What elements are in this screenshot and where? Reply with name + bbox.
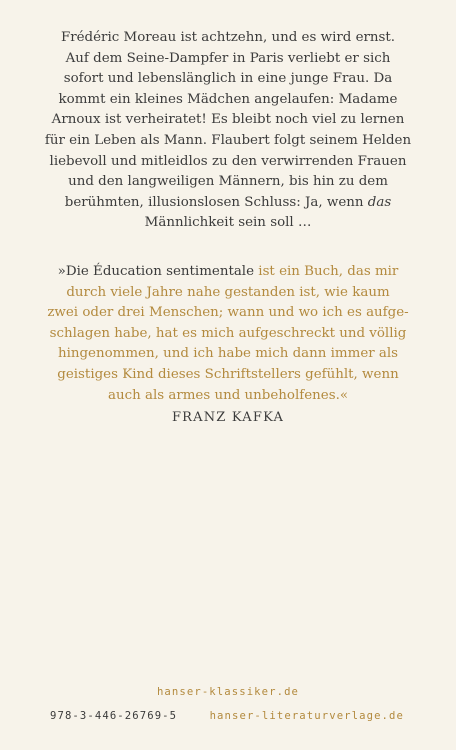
- quote-line: zwei oder drei Menschen; wann und wo ich es aufge-: [47, 305, 409, 321]
- blurb-line: Arnoux ist verheiratet! Es bleibt noch viel zu lernen: [51, 112, 405, 128]
- quote-line: hingenommen, und ich habe mich dann immer als: [57, 346, 399, 362]
- blurb-line: liebevoll und mitleidlos zu den verwirrenden Frauen: [49, 153, 407, 169]
- quote-line: geistiges Kind dieses Schriftstellers gefühlt, wenn: [57, 366, 399, 382]
- blurb-line: Frédéric Moreau ist achtzehn, und es wird ernst.: [60, 30, 396, 45]
- blurb-line: sofort und lebenslänglich in eine junge Frau. Da: [63, 71, 393, 87]
- quote-line: [0, 262, 456, 283]
- quote-line-text: ist ein Buch, das mir: [258, 264, 399, 279]
- blurb-line: kommt ein kleines Mädchen angelaufen: Madame: [58, 91, 398, 107]
- quote-line: schlagen habe, hat es mich aufgeschreckt und völlig: [49, 325, 407, 341]
- quote-book-title: »Die Éducation sentimentale: [57, 264, 255, 279]
- quote-author: FRANZ KAFKA: [171, 410, 285, 425]
- quote-line: auch als armes und unbeholfenes.«: [107, 387, 349, 403]
- isbn: 978-3-446-26769-5: [50, 710, 178, 722]
- website-link-literaturverlage: hanser-literaturverlage.de: [209, 710, 404, 722]
- blurb-line: [0, 193, 456, 214]
- blurb-line-text: berühmten, illusionslosen Schluss: Ja, wenn: [64, 194, 364, 210]
- blurb-line: Männlichkeit sein soll …: [144, 215, 312, 231]
- blurb-italic-word: das: [367, 194, 392, 210]
- website-link-klassiker: hanser-klassiker.de: [156, 686, 300, 698]
- kafka-quote: [0, 262, 456, 406]
- blurb-line: und den langweiligen Männern, bis hin zu dem: [68, 174, 388, 190]
- blurb-line: für ein Leben als Mann. Flaubert folgt seinem Helden: [44, 132, 412, 148]
- blurb-text: [0, 28, 456, 234]
- quote-line: durch viele Jahre nahe gestanden ist, wie kaum: [66, 284, 390, 300]
- blurb-line: Auf dem Seine-Dampfer in Paris verliebt er sich: [65, 50, 391, 66]
